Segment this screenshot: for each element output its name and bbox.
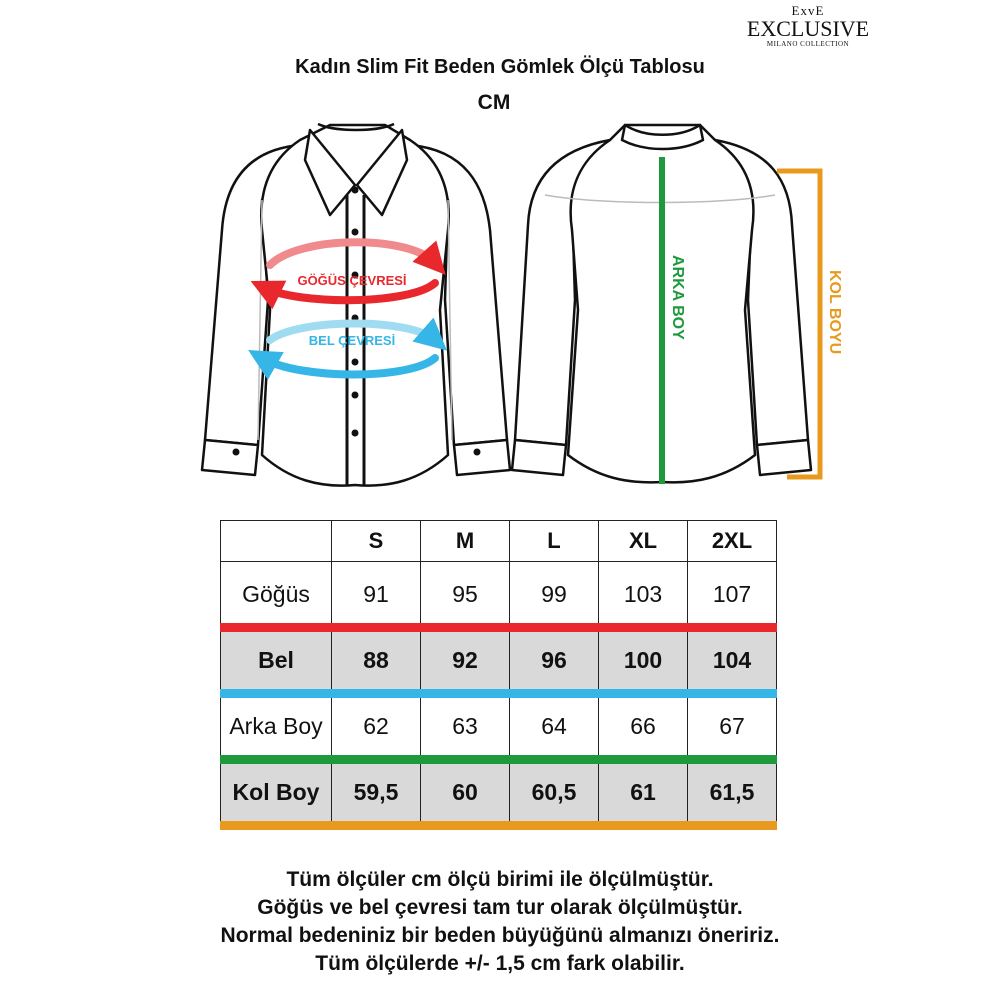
- table-cell: 92: [421, 628, 510, 694]
- waist-color-stripe: [220, 689, 332, 698]
- measurement-notes: [0, 866, 1000, 978]
- table-cell: 107: [688, 562, 777, 628]
- size-header: S: [332, 521, 421, 562]
- table-cell: 64: [510, 694, 599, 760]
- page-title: Kadın Slim Fit Beden Gömlek Ölçü Tablosu: [295, 56, 705, 78]
- size-header: M: [421, 521, 510, 562]
- table-cell: 67: [688, 694, 777, 760]
- table-cell: 59,5: [332, 760, 421, 826]
- table-cell: 66: [599, 694, 688, 760]
- table-row-sleeve-length: [221, 760, 777, 826]
- back-right-cuff: [757, 440, 811, 475]
- back-length-label: ARKA BOY: [669, 255, 686, 340]
- row-label: Kol Boy: [221, 760, 332, 826]
- logo-monogram: ExvE: [791, 3, 825, 18]
- table-cell: 88: [332, 628, 421, 694]
- table-row-back-length: [221, 694, 777, 760]
- table-cell: 61,5: [688, 760, 777, 826]
- table-row-chest: [221, 562, 777, 628]
- row-label: Göğüs: [221, 562, 332, 628]
- back-color-stripe: [220, 755, 332, 764]
- table-cell: 99: [510, 562, 599, 628]
- front-right-cuff: [454, 440, 510, 475]
- table-cell: 60: [421, 760, 510, 826]
- table-cell: 63: [421, 694, 510, 760]
- note-line: Tüm ölçülerde +/- 1,5 cm fark olabilir.: [315, 952, 685, 975]
- table-cell: 103: [599, 562, 688, 628]
- size-header-row: [221, 521, 777, 562]
- row-label: Arka Boy: [221, 694, 332, 760]
- note-line: Tüm ölçüler cm ölçü birimi ile ölçülmüştür.: [286, 868, 714, 891]
- size-header: L: [510, 521, 599, 562]
- table-cell: 61: [599, 760, 688, 826]
- table-corner-cell: [221, 521, 332, 562]
- table-cell: 96: [510, 628, 599, 694]
- logo-tagline: MILANO COLLECTION: [766, 40, 850, 48]
- sleeve-length-label: KOL BOYU: [826, 270, 843, 355]
- chest-label: GÖĞÜS ÇEVRESİ: [297, 273, 407, 288]
- size-header: 2XL: [688, 521, 777, 562]
- table-row-waist: [221, 628, 777, 694]
- table-cell: 104: [688, 628, 777, 694]
- waist-label: BEL ÇEVRESİ: [308, 333, 396, 348]
- table-cell: 95: [421, 562, 510, 628]
- note-line: Göğüs ve bel çevresi tam tur olarak ölçülmüştür.: [257, 896, 743, 919]
- back-left-cuff: [512, 440, 566, 475]
- note-line: Normal bedeniniz bir beden büyüğünü almanızı öneririz.: [220, 924, 780, 947]
- unit-label: CM: [477, 91, 511, 114]
- row-label: Bel: [221, 628, 332, 694]
- table-cell: 62: [332, 694, 421, 760]
- size-header: XL: [599, 521, 688, 562]
- table-cell: 60,5: [510, 760, 599, 826]
- front-left-cuff: [202, 440, 258, 475]
- sleeve-color-stripe: [220, 821, 332, 830]
- table-cell: 91: [332, 562, 421, 628]
- logo-wordmark: EXCLUSIVE: [746, 16, 870, 41]
- size-table: [220, 520, 777, 826]
- table-cell: 100: [599, 628, 688, 694]
- chest-color-stripe: [220, 623, 332, 632]
